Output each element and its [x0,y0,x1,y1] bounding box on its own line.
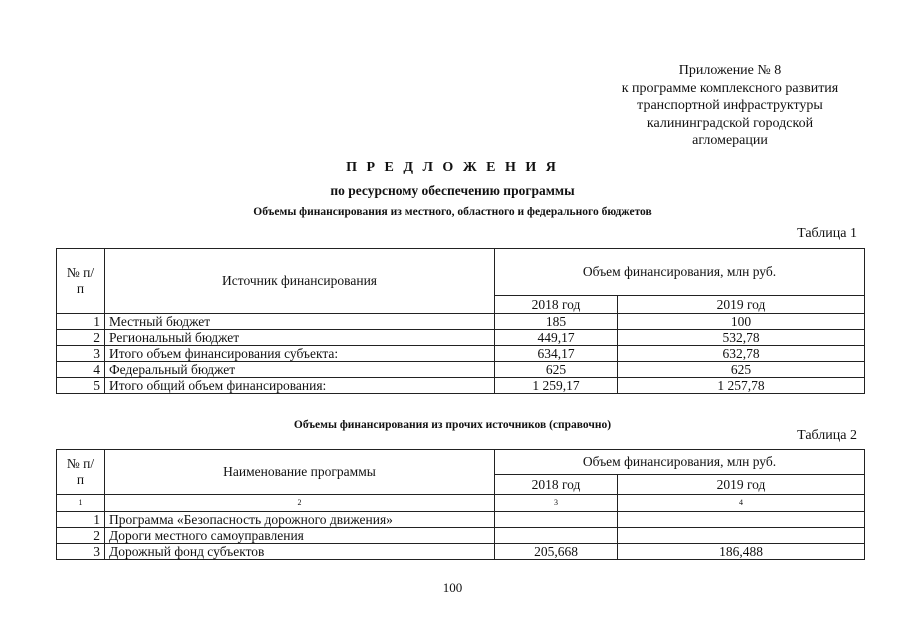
value-2019 [618,512,865,528]
header-year-2019: 2019 год [618,475,865,495]
row-number: 1 [57,512,105,528]
table-budget-financing [56,248,865,394]
table-row [57,362,865,378]
section-heading-other-sources: Объемы финансирования из прочих источников (справочно) [293,419,612,431]
value-2018: 449,17 [495,330,618,346]
table-row [57,544,865,560]
page-number: 100 [442,580,463,595]
row-number: 5 [57,378,105,394]
row-name: Программа «Безопасность дорожного движения» [105,512,495,528]
table-row [57,378,865,394]
row-number: 2 [57,528,105,544]
row-name: Региональный бюджет [105,330,495,346]
column-number: 2 [105,495,495,512]
header-year-2018: 2018 год [495,296,618,314]
row-number: 4 [57,362,105,378]
document-title: П Р Е Д Л О Ж Е Н И Я [346,160,559,175]
column-number: 3 [495,495,618,512]
table2-label: Таблица 2 [797,428,857,443]
appendix-note [590,62,870,150]
table-row [57,346,865,362]
value-2018 [495,512,618,528]
value-2018: 1 259,17 [495,378,618,394]
row-name: Местный бюджет [105,314,495,330]
appendix-line: Приложение № 8 [678,63,782,78]
column-number: 4 [618,495,865,512]
row-number: 2 [57,330,105,346]
column-number: 1 [57,495,105,512]
row-name: Итого объем финансирования субъекта: [105,346,495,362]
header-year-2018: 2018 год [495,475,618,495]
appendix-line: транспортной инфраструктуры [637,98,823,113]
value-2018: 205,668 [495,544,618,560]
appendix-line: к программе комплексного развития [621,80,839,96]
header-year-2019: 2019 год [618,296,865,314]
document-subtitle: по ресурсному обеспечению программы [330,183,575,198]
row-number: 3 [57,544,105,560]
value-2019: 186,488 [618,544,865,560]
table-row [57,330,865,346]
section-heading-budgets: Объемы финансирования из местного, областного и федерального бюджетов [253,206,652,218]
row-name: Итого общий объем финансирования: [105,378,495,394]
appendix-line: калининградской городской [646,115,814,131]
header-program: Наименование программы [105,450,495,495]
value-2019: 100 [618,314,865,330]
header-volume: Объем финансирования, млн руб. [495,249,865,296]
header-num: № п/п [57,450,105,495]
table-other-sources [56,449,865,560]
header-source: Источник финансирования [105,249,495,314]
value-2019 [618,528,865,544]
row-number: 3 [57,346,105,362]
value-2019: 1 257,78 [618,378,865,394]
table-row [57,512,865,528]
appendix-line: агломерации [692,133,768,148]
table-row [57,314,865,330]
header-num: № п/п [57,249,105,314]
header-volume: Объем финансирования, млн руб. [495,450,865,475]
row-name: Дороги местного самоуправления [105,528,495,544]
value-2018 [495,528,618,544]
value-2018: 625 [495,362,618,378]
column-numbers-row [57,495,865,512]
value-2019: 632,78 [618,346,865,362]
row-name: Дорожный фонд субъектов [105,544,495,560]
value-2018: 634,17 [495,346,618,362]
value-2019: 625 [618,362,865,378]
row-number: 1 [57,314,105,330]
value-2019: 532,78 [618,330,865,346]
row-name: Федеральный бюджет [105,362,495,378]
table1-label: Таблица 1 [797,226,857,241]
table-row [57,528,865,544]
value-2018: 185 [495,314,618,330]
